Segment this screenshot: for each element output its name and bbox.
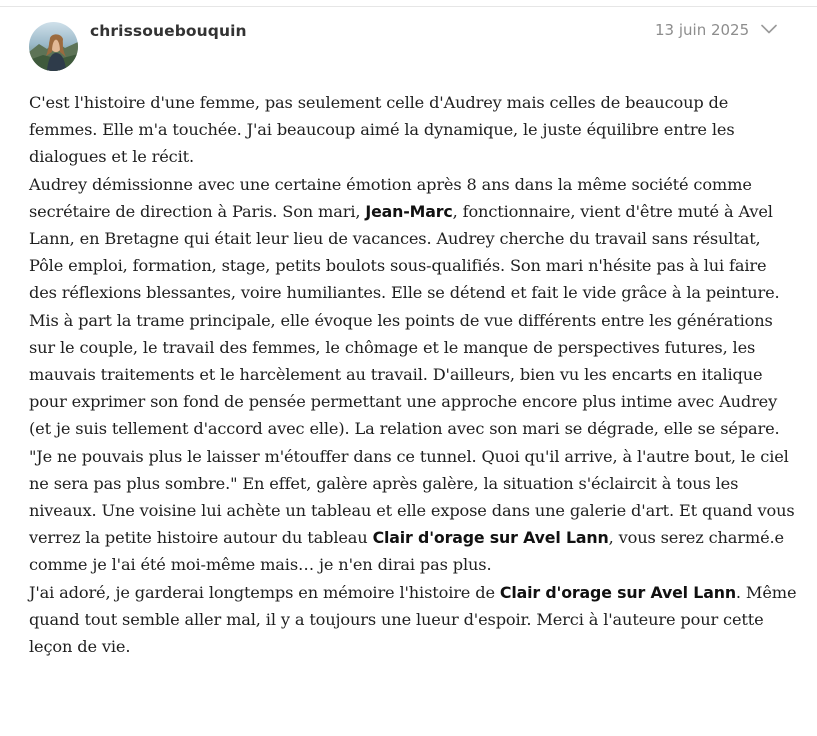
chevron-down-icon[interactable] bbox=[760, 21, 778, 35]
paragraph-text: C'est l'histoire d'une femme, pas seulement celle d'Audrey mais celles de beaucoup de femmes. Elle m'a touchée. J'ai beaucoup aimé la dynamique, le juste équilibre entre les dialogues et le récit. bbox=[29, 93, 735, 167]
avatar-photo-icon bbox=[29, 22, 78, 71]
book-title: Clair d'orage sur Avel Lann bbox=[499, 582, 736, 602]
paragraph-text: , fonctionnaire, vient d'être muté à Avel Lann, en Bretagne qui était leur lieu de vacances. Audrey cherche du travail sans résultat, Pôle emploi, formation, stage, petits boulots sous-qualifiés. Son mari n'hésite pas à lui faire des réflexions blessantes, voire humiliantes. Elle se détend et fait le vide grâce à la peinture. bbox=[29, 201, 780, 303]
review-paragraph bbox=[29, 89, 799, 171]
book-title: Clair d'orage sur Avel Lann bbox=[372, 528, 609, 548]
review-paragraph bbox=[29, 579, 799, 661]
paragraph-text: Audrey démissionne avec une certaine émotion après 8 ans dans la même société comme secrétaire de direction à Paris. Son mari, bbox=[29, 174, 752, 221]
review-paragraph bbox=[29, 171, 799, 307]
review-paragraph bbox=[29, 307, 799, 579]
paragraph-text: Mis à part la trame principale, elle évoque les points de vue différents entre les générations sur le couple, le travail des femmes, le chômage et le manque de perspectives futures, les mauvais traitements et le harcèlement au travail. D'ailleurs, bien vu les encarts en italique pour exprimer son fond de pensée permettant une approche encore plus intime avec Audrey (et je suis tellement d'accord avec elle). La relation avec son mari se dégrade, elle se sépare. "Je ne pouvais plus le laisser m'étouffer dans ce tunnel. Quoi qu'il arrive, à l'autre bout, le ciel ne sera pas plus sombre." En effet, galère après galère, la situation s'éclaircit à tous les niveaux. Une voisine lui achète un tableau et elle expose dans une galerie d'art. Et quand vous verrez la petite histoire autour du tableau bbox=[29, 310, 795, 548]
paragraph-text: J'ai adoré, je garderai longtemps en mémoire l'histoire de bbox=[29, 582, 500, 602]
paragraph-text: , vous serez charmé.e comme je l'ai été moi-même mais… je n'en dirai pas plus. bbox=[29, 528, 784, 575]
user-avatar[interactable] bbox=[29, 22, 78, 71]
character-name: Jean-Marc bbox=[365, 201, 453, 221]
review-date: 13 juin 2025 bbox=[655, 21, 750, 39]
paragraph-text: . Même quand tout semble aller mal, il y a toujours une lueur d'espoir. Merci à l'auteure pour cette leçon de vie. bbox=[29, 582, 797, 657]
review-text bbox=[29, 89, 799, 660]
username[interactable]: chrissouebouquin bbox=[90, 22, 247, 40]
